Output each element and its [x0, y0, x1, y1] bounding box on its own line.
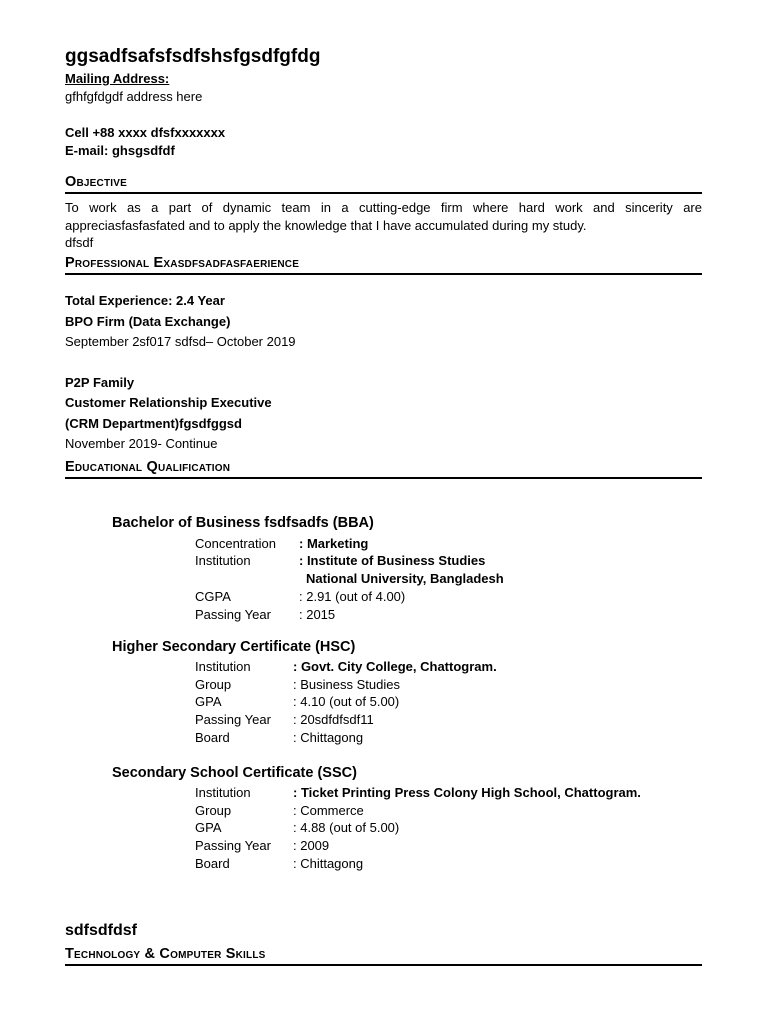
- row-value: : Ticket Printing Press Colony High School, Chattogram.: [293, 785, 641, 800]
- skills-heading: Technology & Computer Skills: [65, 946, 702, 966]
- bba-cgpa-row: [195, 589, 405, 607]
- row-key: Board: [195, 730, 230, 745]
- job2-dates: November 2019- Continue: [65, 436, 218, 451]
- row-value: : Marketing: [299, 536, 369, 551]
- row-value: : 4.10 (out of 5.00): [293, 694, 400, 709]
- ssc-group-row: [195, 803, 364, 821]
- hsc-board-row: [195, 730, 363, 748]
- objective-extra: dfsdf: [65, 235, 94, 250]
- row-value: : Chittagong: [293, 856, 364, 871]
- cell-number: Cell +88 xxxx dfsfxxxxxxx: [65, 125, 226, 140]
- mailing-address-label: Mailing Address:: [65, 71, 170, 86]
- row-value: : 20sdfdfsdf11: [293, 712, 374, 727]
- candidate-name: ggsadfsafsfsdfshsfgsdfgfdg: [65, 46, 321, 67]
- job1-dates: September 2sf017 sdfsd– October 2019: [65, 334, 296, 349]
- objective-text: To work as a part of dynamic team in a cutting-edge firm where hard work and sincerity are appreciasfasfasfated and to apply the knowledge that I have accumulated during my study.: [65, 200, 702, 233]
- job1-company: BPO Firm (Data Exchange): [65, 314, 231, 329]
- row-key: Group: [195, 677, 232, 692]
- row-key: Institution: [195, 785, 251, 800]
- bba-title: Bachelor of Business fsdfsadfs (BBA): [112, 515, 374, 531]
- row-value: : Commerce: [293, 803, 364, 818]
- hsc-group-row: [195, 677, 400, 695]
- job2-dept: (CRM Department)fgsdfggsd: [65, 416, 242, 431]
- education-heading: Educational Qualification: [65, 459, 702, 479]
- row-value: : Institute of Business Studies: [299, 553, 486, 568]
- row-value: : Business Studies: [293, 677, 400, 692]
- objective-heading: Objective: [65, 174, 702, 194]
- ssc-year-row: [195, 838, 329, 856]
- row-key: Group: [195, 803, 232, 818]
- job2-role: Customer Relationship Executive: [65, 395, 272, 410]
- extra-heading: sdfsdfdsf: [65, 922, 137, 939]
- ssc-gpa-row: [195, 820, 399, 838]
- row-value: : 2.91 (out of 4.00): [299, 589, 406, 604]
- ssc-board-row: [195, 856, 363, 874]
- bba-year-row: [195, 607, 335, 625]
- row-value: : 4.88 (out of 5.00): [293, 820, 400, 835]
- bba-institution-continued: National University, Bangladesh: [306, 571, 504, 586]
- row-value: : Chittagong: [293, 730, 364, 745]
- resume-page: [65, 0, 702, 1024]
- hsc-institution-row: [195, 659, 497, 677]
- bba-concentration-row: [195, 536, 368, 554]
- row-key: Institution: [195, 553, 251, 568]
- experience-heading: Professional Exasdfsadfasfaerience: [65, 255, 702, 275]
- email: E-mail: ghsgsdfdf: [65, 143, 175, 158]
- hsc-gpa-row: [195, 694, 399, 712]
- row-key: Passing Year: [195, 838, 271, 853]
- row-key: Passing Year: [195, 607, 271, 622]
- hsc-year-row: [195, 712, 374, 730]
- row-key: Concentration: [195, 536, 276, 551]
- ssc-title: Secondary School Certificate (SSC): [112, 765, 357, 781]
- row-value: : Govt. City College, Chattogram.: [293, 659, 497, 674]
- row-value: : 2009: [293, 838, 330, 853]
- row-key: CGPA: [195, 589, 231, 604]
- total-experience: Total Experience: 2.4 Year: [65, 293, 225, 308]
- row-key: Passing Year: [195, 712, 271, 727]
- mailing-address: gfhfgfdgdf address here: [65, 89, 203, 104]
- bba-institution-row: [195, 553, 485, 571]
- row-key: GPA: [195, 820, 222, 835]
- row-value: : 2015: [299, 607, 336, 622]
- row-key: Institution: [195, 659, 251, 674]
- row-key: GPA: [195, 694, 222, 709]
- job2-company: P2P Family: [65, 375, 135, 390]
- row-key: Board: [195, 856, 230, 871]
- hsc-title: Higher Secondary Certificate (HSC): [112, 639, 356, 655]
- ssc-institution-row: [195, 785, 641, 803]
